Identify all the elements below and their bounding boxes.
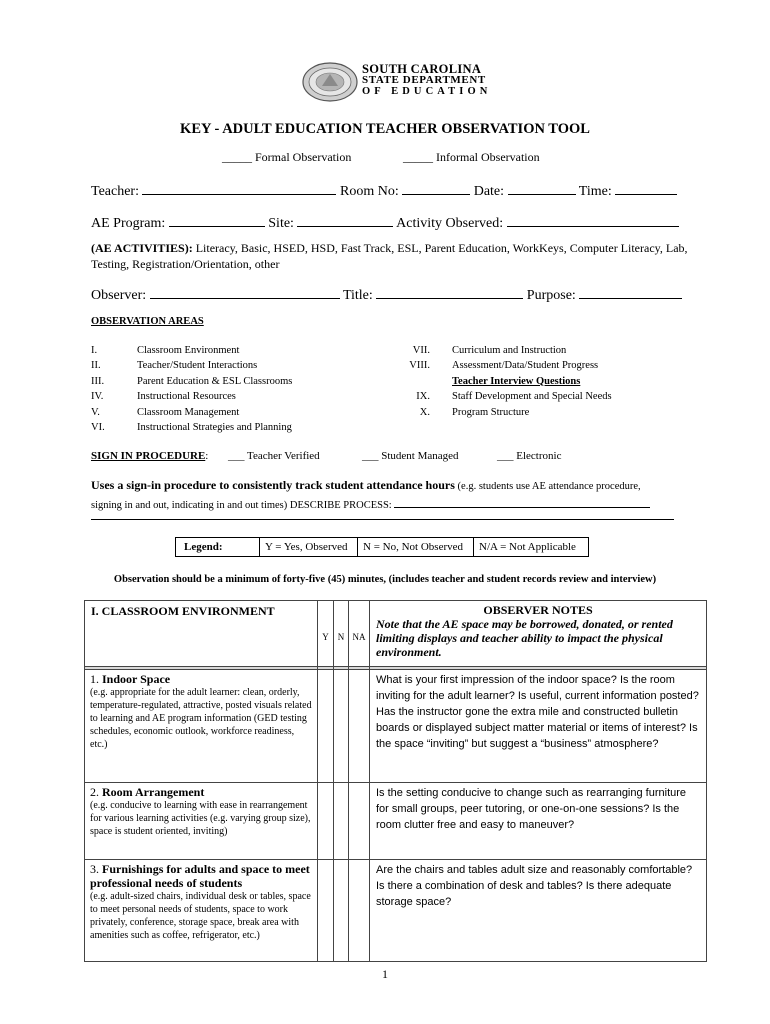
criterion-title [90,672,313,686]
area-label: Curriculum and Instruction [452,345,567,356]
document-title: KEY - ADULT EDUCATION TEACHER OBSERVATION TOOL [180,121,590,137]
na-checkbox-cell[interactable] [349,783,370,860]
electronic-option[interactable]: ___ Electronic [497,450,562,462]
observer-notes-cell[interactable]: Are the chairs and tables adult size and reasonably comfortable? Is there a combination of desk and tables? Is there adequate storage space? [370,860,707,962]
area-item [91,374,292,389]
area-label: Instructional Strategies and Planning [137,422,292,434]
area-label: Staff Development and Special Needs [452,391,612,403]
criterion-name: Room Arrangement [102,785,205,799]
room-label: Room No: [339,184,399,199]
n-checkbox-cell[interactable] [334,670,349,783]
table-row [85,670,707,783]
criterion-title [90,785,313,799]
area-label: Classroom Management [137,406,240,418]
describe-process-row [91,496,650,511]
logo-line-1: SOUTH CAROLINA [362,62,482,76]
sign-in-colon: : [205,450,209,462]
criterion-cell [85,670,318,783]
observer-notes-title: OBSERVER NOTES [483,603,593,617]
area-item [91,343,292,358]
n-checkbox-cell[interactable] [334,783,349,860]
area-item [394,374,612,389]
teacher-field[interactable] [142,181,336,195]
col-y-header: Y [318,601,334,667]
logo-line-2: STATE DEPARTMENT [362,74,486,86]
observer-notes-note: Note that the AE space may be borrowed, donated, or rented limiting displays and teacher ability to impact the physical environment. [376,617,673,659]
sign-in-requirement [91,478,641,493]
sign-in-requirement-bold: Uses a sign-in procedure to consistently track student attendance hours [91,478,455,492]
purpose-label: Purpose: [526,288,576,303]
area-item [91,420,292,435]
purpose-field[interactable] [579,285,682,299]
teacher-row [91,181,677,200]
n-checkbox-cell[interactable] [334,860,349,962]
area-label: Assessment/Data/Student Progress [452,360,599,372]
area-label: Program Structure [452,406,530,418]
describe-process-field-line2[interactable] [91,519,674,520]
logo-text [362,64,512,97]
observer-title-field[interactable] [376,285,523,299]
time-label: Time: [578,184,612,199]
page-number: 1 [382,967,388,981]
date-field[interactable] [508,181,576,195]
observer-title-label: Title: [342,288,373,303]
ae-activities-text: Literacy, Basic, HSED, HSD, Fast Track, ESL, Parent Education, WorkKeys, Computer Literacy, Lab, Testing, Registration/Orientation, other [91,241,688,271]
program-field[interactable] [169,213,265,227]
site-label: Site: [268,216,294,231]
sign-in-label: SIGN IN PROCEDURE [91,450,206,462]
criterion-num: 1. [90,672,99,686]
legend-no: N = No, Not Observed [358,538,474,556]
area-item [394,389,612,404]
section-title: I. CLASSROOM ENVIRONMENT [85,601,318,667]
sc-department-logo [302,62,512,102]
logo-line-3: OF EDUCATION [362,86,492,97]
area-item [91,389,292,404]
legend-label: Legend: [176,538,260,556]
student-managed-option[interactable]: ___ Student Managed [362,450,459,462]
site-field[interactable] [297,213,393,227]
area-label: Instructional Resources [137,391,236,403]
sign-in-heading [91,450,208,462]
area-item [91,405,292,420]
observation-areas-right [394,343,612,420]
area-num: VII. [412,345,430,356]
y-checkbox-cell[interactable] [318,783,334,860]
area-num: II. [91,360,101,372]
criterion-name: Furnishings for adults and space to meet professional needs of students [90,862,310,890]
area-num: III. [91,375,105,387]
teacher-label: Teacher: [91,184,139,199]
y-checkbox-cell[interactable] [318,670,334,783]
area-num: X. [419,406,430,418]
legend-box [175,537,589,557]
area-item [394,405,612,420]
program-row [91,213,679,232]
na-checkbox-cell[interactable] [349,670,370,783]
formal-observation-option[interactable]: _____ Formal Observation [222,150,352,164]
area-num: IV. [91,391,104,403]
criterion-num: 2. [90,785,99,799]
observer-label: Observer: [91,288,147,303]
ae-activities [91,240,691,272]
col-na-header: NA [349,601,370,667]
area-label: Teacher/Student Interactions [137,360,258,372]
state-seal-icon [302,62,358,102]
table-row [85,783,707,860]
program-label: AE Program: [91,216,166,231]
criterion-title [90,862,313,890]
area-item [91,358,292,373]
area-label: Parent Education & ESL Classrooms [137,375,293,387]
observer-row [91,285,682,304]
area-num: VIII. [409,360,430,372]
na-checkbox-cell[interactable] [349,860,370,962]
area-num: I. [91,345,98,356]
col-n-header: N [334,601,349,667]
criterion-examples: (e.g. appropriate for the adult learner: clean, orderly, temperature-regulated, attractive, posted visuals related to learning and AE program information (GED testing schedules, economic outlook, workforce readiness, etc.) [90,687,312,750]
area-item [394,358,612,373]
observer-notes-cell[interactable]: What is your first impression of the indoor space? Is the room inviting for the adult learner? Is useful, current information posted? Has the instructor gone the extra mile and constructed bulletin boards or displayed subject matter material or items of interest? Is the space “inviting” but suggest a “business” atmosphere? [370,670,707,783]
observer-notes-header [370,601,707,667]
criterion-cell [85,783,318,860]
activity-label: Activity Observed: [396,216,504,231]
criterion-cell [85,860,318,962]
area-label: Classroom Environment [137,345,240,356]
observation-areas-left [91,343,292,435]
area-num: V. [91,406,100,418]
informal-observation-option[interactable]: _____ Informal Observation [403,150,540,164]
y-checkbox-cell[interactable] [318,860,334,962]
observer-field[interactable] [150,285,340,299]
classroom-environment-table [84,600,707,962]
criterion-num: 3. [90,862,99,876]
observer-notes-cell[interactable]: Is the setting conducive to change such as rearranging furniture for small groups, peer tutoring, or one-on-one sessions? Is the room clutter free and easy to maneuver? [370,783,707,860]
activity-field[interactable] [507,213,679,227]
describe-process-label: signing in and out, indicating in and out times) DESCRIBE PROCESS: [91,500,392,511]
area-num [394,374,452,389]
table-row [85,860,707,962]
observation-areas-heading: OBSERVATION AREAS [91,316,204,327]
criterion-examples: (e.g. conducive to learning with ease in rearrangement for various learning activities (e.g. varying group size), space is student oriented, inviting) [90,800,311,837]
criterion-examples: (e.g. adult-sized chairs, individual desk or tables, space to meet personal needs of students, space to work privately, conference, storage space, break area with amenities such as coffee, refrigerator, etc.) [90,891,311,941]
minimum-duration-note: Observation should be a minimum of forty-five (45) minutes, (includes teacher and student records review and interview) [113,574,657,585]
criterion-name: Indoor Space [102,672,171,686]
date-label: Date: [473,184,505,199]
describe-process-field[interactable] [394,496,650,508]
area-num: IX. [416,391,430,403]
teacher-verified-option[interactable]: ___ Teacher Verified [228,450,320,462]
area-item [394,343,612,358]
time-field[interactable] [615,181,677,195]
legend-yes: Y = Yes, Observed [260,538,358,556]
teacher-interview-questions-link[interactable]: Teacher Interview Questions [452,375,581,387]
legend-na: N/A = Not Applicable [479,541,576,553]
ae-activities-label: (AE ACTIVITIES): [91,241,193,255]
room-field[interactable] [402,181,470,195]
sign-in-requirement-note: (e.g. students use AE attendance procedure, [454,481,641,492]
table-header-row [85,601,707,667]
area-num: VI. [91,422,105,434]
